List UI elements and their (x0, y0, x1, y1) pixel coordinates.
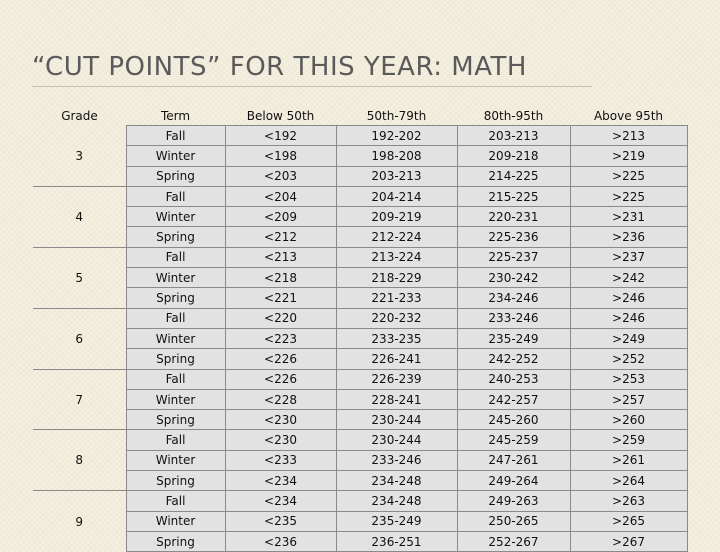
50th-79th-cell: 204-214 (336, 186, 457, 206)
above-95th-cell: >260 (570, 410, 687, 430)
80th-95th-cell: 252-267 (457, 531, 570, 551)
below-50th-cell: <212 (225, 227, 336, 247)
table-row (33, 328, 687, 348)
below-50th-cell: <213 (225, 247, 336, 267)
term-cell: Fall (126, 186, 225, 206)
50th-79th-cell: 228-241 (336, 389, 457, 409)
80th-95th-cell: 225-236 (457, 227, 570, 247)
80th-95th-cell: 230-242 (457, 268, 570, 288)
80th-95th-cell: 245-259 (457, 430, 570, 450)
grade-cell: 7 (33, 369, 126, 430)
50th-79th-cell: 230-244 (336, 410, 457, 430)
table-row (33, 389, 687, 409)
grade-cell: 4 (33, 186, 126, 247)
term-cell: Winter (126, 207, 225, 227)
below-50th-cell: <226 (225, 369, 336, 389)
term-cell: Winter (126, 328, 225, 348)
above-95th-cell: >252 (570, 349, 687, 369)
table-row (33, 369, 687, 389)
below-50th-cell: <235 (225, 511, 336, 531)
term-cell: Winter (126, 389, 225, 409)
term-cell: Spring (126, 166, 225, 186)
table-row (33, 207, 687, 227)
below-50th-cell: <204 (225, 186, 336, 206)
above-95th-cell: >225 (570, 186, 687, 206)
below-50th-cell: <192 (225, 126, 336, 146)
80th-95th-cell: 235-249 (457, 328, 570, 348)
above-95th-cell: >259 (570, 430, 687, 450)
table-row (33, 308, 687, 328)
below-50th-cell: <209 (225, 207, 336, 227)
table-row (33, 471, 687, 491)
50th-79th-cell: 233-246 (336, 450, 457, 470)
80th-95th-cell: 250-265 (457, 511, 570, 531)
80th-95th-cell: 203-213 (457, 126, 570, 146)
50th-79th-cell: 192-202 (336, 126, 457, 146)
table-row (33, 430, 687, 450)
80th-95th-cell: 209-218 (457, 146, 570, 166)
50th-79th-cell: 221-233 (336, 288, 457, 308)
table-row (33, 247, 687, 267)
cut-points-table (33, 106, 688, 552)
80th-95th-cell: 242-257 (457, 389, 570, 409)
50th-79th-cell: 209-219 (336, 207, 457, 227)
50th-79th-cell: 218-229 (336, 268, 457, 288)
table-row (33, 166, 687, 186)
above-95th-cell: >257 (570, 389, 687, 409)
80th-95th-cell: 245-260 (457, 410, 570, 430)
below-50th-cell: <234 (225, 471, 336, 491)
50th-79th-cell: 203-213 (336, 166, 457, 186)
term-cell: Winter (126, 268, 225, 288)
above-95th-cell: >236 (570, 227, 687, 247)
header-row (33, 106, 687, 126)
term-cell: Fall (126, 126, 225, 146)
80th-95th-cell: 225-237 (457, 247, 570, 267)
80th-95th-cell: 242-252 (457, 349, 570, 369)
below-50th-cell: <230 (225, 430, 336, 450)
80th-95th-cell: 249-264 (457, 471, 570, 491)
50th-79th-cell: 198-208 (336, 146, 457, 166)
term-cell: Spring (126, 349, 225, 369)
below-50th-cell: <226 (225, 349, 336, 369)
above-95th-cell: >213 (570, 126, 687, 146)
above-95th-cell: >246 (570, 288, 687, 308)
table-row (33, 146, 687, 166)
above-95th-cell: >263 (570, 491, 687, 511)
slide-title: “CUT POINTS” FOR THIS YEAR: MATH (32, 52, 527, 82)
above-95th-cell: >246 (570, 308, 687, 328)
50th-79th-cell: 233-235 (336, 328, 457, 348)
table-row (33, 491, 687, 511)
50th-79th-cell: 234-248 (336, 491, 457, 511)
grade-cell: 9 (33, 491, 126, 552)
below-50th-cell: <223 (225, 328, 336, 348)
above-95th-cell: >242 (570, 268, 687, 288)
above-95th-cell: >219 (570, 146, 687, 166)
term-cell: Spring (126, 531, 225, 551)
table-row (33, 126, 687, 146)
50th-79th-cell: 220-232 (336, 308, 457, 328)
80th-95th-cell: 240-253 (457, 369, 570, 389)
header-below-50th: Below 50th (246, 108, 315, 123)
table-row (33, 268, 687, 288)
below-50th-cell: <221 (225, 288, 336, 308)
grade-cell: 8 (33, 430, 126, 491)
term-cell: Winter (126, 450, 225, 470)
below-50th-cell: <233 (225, 450, 336, 470)
below-50th-cell: <234 (225, 491, 336, 511)
term-cell: Spring (126, 471, 225, 491)
term-cell: Winter (126, 146, 225, 166)
above-95th-cell: >225 (570, 166, 687, 186)
table-row (33, 186, 687, 206)
header-grade: Grade (61, 108, 98, 123)
50th-79th-cell: 236-251 (336, 531, 457, 551)
grade-cell: 5 (33, 247, 126, 308)
above-95th-cell: >249 (570, 328, 687, 348)
term-cell: Fall (126, 308, 225, 328)
table-body (33, 126, 687, 552)
term-cell: Fall (126, 369, 225, 389)
title-divider (32, 86, 592, 87)
below-50th-cell: <198 (225, 146, 336, 166)
80th-95th-cell: 249-263 (457, 491, 570, 511)
50th-79th-cell: 234-248 (336, 471, 457, 491)
below-50th-cell: <236 (225, 531, 336, 551)
below-50th-cell: <220 (225, 308, 336, 328)
50th-79th-cell: 226-239 (336, 369, 457, 389)
above-95th-cell: >264 (570, 471, 687, 491)
header-term: Term (160, 108, 191, 123)
50th-79th-cell: 213-224 (336, 247, 457, 267)
table-row (33, 349, 687, 369)
80th-95th-cell: 214-225 (457, 166, 570, 186)
header-above-95th: Above 95th (593, 108, 664, 123)
above-95th-cell: >261 (570, 450, 687, 470)
above-95th-cell: >231 (570, 207, 687, 227)
term-cell: Fall (126, 430, 225, 450)
above-95th-cell: >237 (570, 247, 687, 267)
grade-cell: 3 (75, 148, 84, 163)
80th-95th-cell: 215-225 (457, 186, 570, 206)
term-cell: Spring (126, 410, 225, 430)
term-cell: Winter (126, 511, 225, 531)
header-50th-79th: 50th-79th (366, 108, 427, 123)
table-row (33, 227, 687, 247)
table-row (33, 511, 687, 531)
table-row (33, 531, 687, 551)
50th-79th-cell: 226-241 (336, 349, 457, 369)
below-50th-cell: <203 (225, 166, 336, 186)
table-row (33, 288, 687, 308)
80th-95th-cell: 234-246 (457, 288, 570, 308)
above-95th-cell: >253 (570, 369, 687, 389)
50th-79th-cell: 230-244 (336, 430, 457, 450)
table-row (33, 410, 687, 430)
80th-95th-cell: 220-231 (457, 207, 570, 227)
above-95th-cell: >265 (570, 511, 687, 531)
50th-79th-cell: 235-249 (336, 511, 457, 531)
table-row (33, 450, 687, 470)
below-50th-cell: <230 (225, 410, 336, 430)
term-cell: Spring (126, 288, 225, 308)
term-cell: Fall (126, 247, 225, 267)
above-95th-cell: >267 (570, 531, 687, 551)
80th-95th-cell: 247-261 (457, 450, 570, 470)
term-cell: Fall (126, 491, 225, 511)
below-50th-cell: <218 (225, 268, 336, 288)
50th-79th-cell: 212-224 (336, 227, 457, 247)
grade-cell: 6 (33, 308, 126, 369)
80th-95th-cell: 233-246 (457, 308, 570, 328)
header-80th-95th: 80th-95th (483, 108, 544, 123)
term-cell: Spring (126, 227, 225, 247)
below-50th-cell: <228 (225, 389, 336, 409)
